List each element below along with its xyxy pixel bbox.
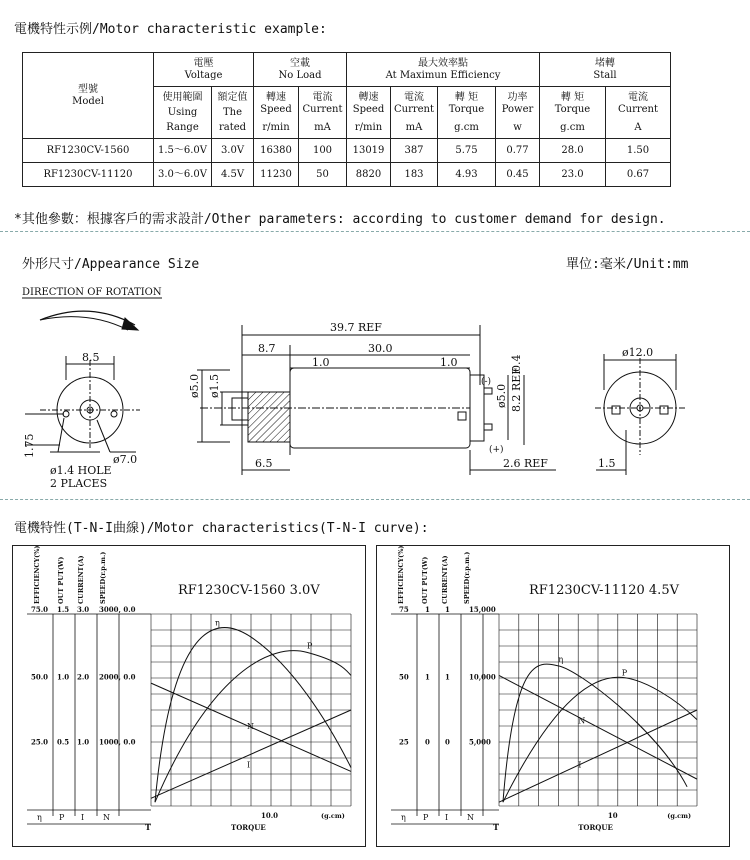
spec-table <box>22 52 671 187</box>
divider <box>0 231 750 232</box>
axis-label: SPEED(r.p.m.) <box>463 551 471 604</box>
subheader-eff-speed: 轉速 Speed r/min <box>347 87 391 139</box>
chart-right-svg <box>377 546 729 846</box>
tick-label: 10,000 <box>469 672 496 682</box>
chart-left-svg <box>13 546 365 846</box>
curve-label-p: P <box>621 668 628 678</box>
subheader-eff-torque: 轉 矩 Torque g.cm <box>438 87 496 139</box>
efficiency-curve <box>155 628 351 803</box>
subheader-eff-current: 電流 Current mA <box>391 87 438 139</box>
svg-text:1.0: 1.0 <box>440 356 458 369</box>
other-params-note: *其他參數：根據客戶的需求設計/Other parameters: according to customer demand for design. <box>14 212 666 227</box>
curve-label-eta: η <box>558 655 564 664</box>
tick-label: 75.0 <box>31 605 49 614</box>
curve-title: 電機特性(T-N-I曲線)/Motor characteristics(T-N-I curve): <box>14 521 429 536</box>
subheader-stall-current: 電流 Current A <box>606 87 671 139</box>
tick-label: 0 <box>425 737 430 747</box>
svg-text:8.7: 8.7 <box>258 342 276 355</box>
tick-label: 2.0 <box>77 672 90 682</box>
tick-label: 25.0 <box>31 737 49 747</box>
tick-label: 2000, 0.0 <box>99 672 136 682</box>
tick-label: 3.0 <box>77 605 90 614</box>
svg-text:1.0: 1.0 <box>312 356 330 369</box>
chart-left <box>12 545 366 847</box>
legend-letter: I <box>445 813 449 822</box>
legend-letter: η <box>37 813 42 822</box>
axis-label: OUT PUT(W) <box>57 556 65 604</box>
tick-label: 0 <box>445 737 450 747</box>
x-axis-label: TORQUE <box>578 823 613 832</box>
svg-text:(+): (+) <box>489 445 504 455</box>
table-row: RF1230CV-11120 3.0～6.0V 4.5V 11230 50 8820 183 4.93 0.45 23.0 0.67 <box>23 163 671 187</box>
axis-label: EFFICIENCY(%) <box>397 546 405 604</box>
tick-label: 1.0 <box>77 737 90 747</box>
tick-label: 1.0 <box>57 672 70 682</box>
curve-label-i: I <box>578 760 582 770</box>
axis-label: EFFICIENCY(%) <box>33 546 41 604</box>
tick-label: 75 <box>399 605 409 614</box>
svg-text:ø7.0: ø7.0 <box>113 453 138 466</box>
maxeff-header: 最大效率點 At Maximun Efficiency <box>347 53 540 87</box>
svg-text:6.5: 6.5 <box>255 457 273 470</box>
tick-label: 1.5 <box>57 605 70 614</box>
curve-label-i: I <box>247 760 251 770</box>
x-tick-label: 10 <box>607 811 618 820</box>
svg-text:(-): (-) <box>481 377 492 387</box>
unit-label: 單位:毫米/Unit:mm <box>566 257 689 272</box>
svg-text:2 PLACES: 2 PLACES <box>50 477 108 490</box>
chart-right <box>376 545 730 847</box>
svg-text:30.0: 30.0 <box>368 342 393 355</box>
svg-text:39.7 REF: 39.7 REF <box>330 321 382 334</box>
svg-text:ø5.0: ø5.0 <box>495 383 508 408</box>
rotation-arrow-icon <box>122 318 138 330</box>
example-heading: 電機特性示例/Motor characteristic example: <box>14 22 327 37</box>
svg-text:8.5: 8.5 <box>82 351 100 364</box>
legend-letter: P <box>423 813 429 822</box>
x-unit-label: (g.cm) <box>667 812 692 820</box>
svg-text:ø5.0: ø5.0 <box>188 373 201 398</box>
svg-text:1.75: 1.75 <box>23 433 36 458</box>
rotation-label: DIRECTION OF ROTATION <box>22 287 162 298</box>
efficiency-curve <box>503 664 687 802</box>
dimension-drawing <box>0 280 750 495</box>
tick-label: 1 <box>425 605 430 614</box>
axis-label: CURRENT(A) <box>441 555 449 604</box>
svg-text:2.6 REF: 2.6 REF <box>503 457 548 470</box>
tick-label: 1 <box>425 672 430 682</box>
tick-label: 0.5 <box>57 737 70 747</box>
noload-header: 空載 No Load <box>254 53 347 87</box>
axis-label: SPEED(r.p.m.) <box>99 551 107 604</box>
x-tick-label: 10.0 <box>261 811 279 820</box>
axis-label: CURRENT(A) <box>77 555 85 604</box>
pulley <box>248 392 290 442</box>
curve-label-p: P <box>307 641 313 651</box>
power-curve <box>503 677 697 802</box>
tick-label: 15,000 <box>469 605 496 614</box>
svg-text:0.4: 0.4 <box>510 354 523 372</box>
subheader-eff-power: 功率 Power w <box>496 87 540 139</box>
appearance-title: 外形尺寸/Appearance Size <box>22 257 200 272</box>
x-unit-label: (g.cm) <box>321 812 345 820</box>
tick-label: 1 <box>445 672 450 682</box>
legend-letter: N <box>467 813 474 822</box>
subheader-range: 使用範圍 Using Range <box>154 87 212 139</box>
svg-text:1.5: 1.5 <box>598 457 616 470</box>
curve-label-n: N <box>247 722 254 732</box>
legend-letter: I <box>81 813 85 822</box>
svg-text:ø1.5: ø1.5 <box>208 373 221 398</box>
subheader-speed: 轉速 Speed r/min <box>254 87 299 139</box>
axis-label: OUT PUT(W) <box>421 556 429 604</box>
svg-text:ø1.4 HOLE: ø1.4 HOLE <box>50 464 112 477</box>
t-label: T <box>145 822 151 832</box>
svg-text:ø12.0: ø12.0 <box>622 346 654 359</box>
subheader-current: 電流 Current mA <box>299 87 347 139</box>
tick-label: 1 <box>445 605 450 614</box>
t-label: T <box>493 822 499 832</box>
chart-title: RF1230CV-1560 3.0V <box>178 583 320 598</box>
x-axis-label: TORQUE <box>231 823 266 832</box>
subheader-stall-torque: 轉 矩 Torque g.cm <box>540 87 606 139</box>
curve-label-n: N <box>578 716 586 726</box>
tick-label: 1000, 0.0 <box>99 737 136 747</box>
tick-label: 5,000 <box>469 737 491 747</box>
stall-header: 堵轉 Stall <box>540 53 671 87</box>
curve-label-eta: η <box>215 618 220 628</box>
voltage-header: 電壓 Voltage <box>154 53 254 87</box>
subheader-rated: 額定值 The rated <box>212 87 254 139</box>
svg-text:8.2 REF: 8.2 REF <box>510 367 523 412</box>
tick-label: 3000, 0.0 <box>99 605 136 614</box>
tick-label: 50 <box>399 672 409 682</box>
legend-letter: N <box>103 813 110 822</box>
tick-label: 50.0 <box>31 672 49 682</box>
table-row: RF1230CV-1560 1.5～6.0V 3.0V 16380 100 13019 387 5.75 0.77 28.0 1.50 <box>23 139 671 163</box>
legend-letter: P <box>59 813 65 822</box>
model-header: 型號 Model <box>23 53 154 139</box>
tick-label: 25 <box>399 737 409 747</box>
legend-letter: η <box>401 813 406 822</box>
chart-title: RF1230CV-11120 4.5V <box>529 583 679 598</box>
divider <box>0 499 750 500</box>
